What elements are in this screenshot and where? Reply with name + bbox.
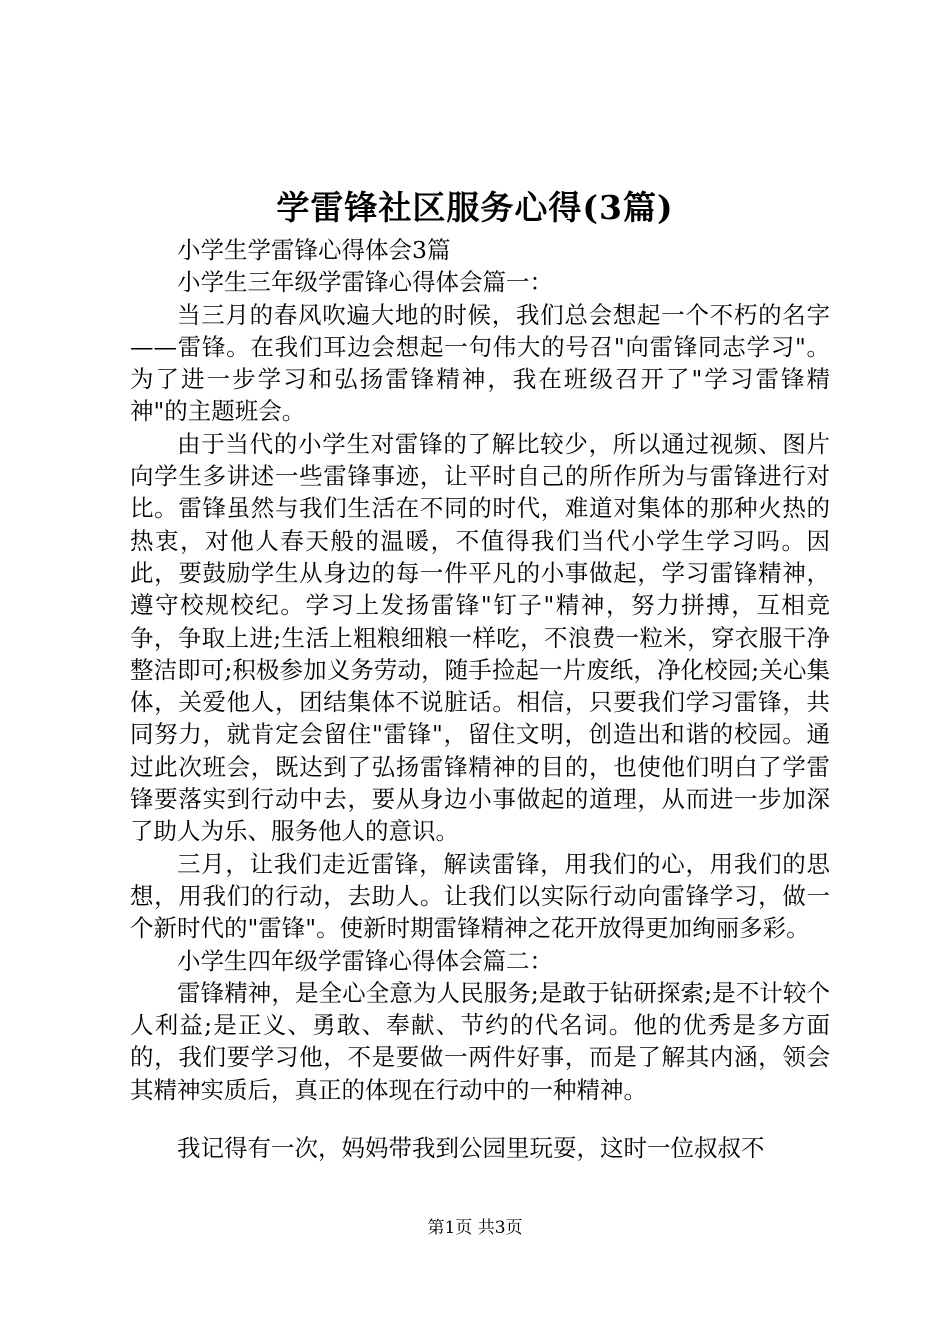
document-title: 学雷锋社区服务心得(3篇) xyxy=(276,188,674,227)
paragraph: 当三月的春风吹遍大地的时候，我们总会想起一个不朽的名字——雷锋。在我们耳边会想起一句伟大的号召"向雷锋同志学习"。为了进一步学习和弘扬雷锋精神，我在班级召开了"学习雷锋精神"的主题班会。 xyxy=(130,300,830,426)
paragraph-subtitle: 小学生学雷锋心得体会3篇 xyxy=(177,236,451,264)
paragraph-heading-two: 小学生四年级学雷锋心得体会篇二： xyxy=(177,946,553,975)
paragraph: 我记得有一次，妈妈带我到公园里玩耍，这时一位叔叔不 xyxy=(177,1134,765,1163)
paragraph-heading-one: 小学生三年级学雷锋心得体会篇一： xyxy=(177,268,553,297)
paragraph: 由于当代的小学生对雷锋的了解比较少，所以通过视频、图片向学生多讲述一些雷锋事迹，让平时自己的所作所为与雷锋进行对比。雷锋虽然与我们生活在不同的时代，难道对集体的那种火热的热衷，对他人春天般的温暖，不值得我们当代小学生学习吗。因此，要鼓励学生从身边的每一件平凡的小事做起，学习雷锋精神，遵守校规校纪。学习上发扬雷锋"钉子"精神，努力拼搏，互相竞争，争取上进;生活上粗粮细粮一样吃，不浪费一粒米，穿衣服干净整洁即可;积极参加义务劳动，随手捡起一片废纸，净化校园;关心集体，关爱他人，团结集体不说脏话。相信，只要我们学习雷锋，共同努力，就肯定会留住"雷锋"，留住文明，创造出和谐的校园。通过此次班会，既达到了弘扬雷锋精神的目的，也使他们明白了学雷锋要落实到行动中去，要从身边小事做起的道理，从而进一步加深了助人为乐、服务他人的意识。 xyxy=(130,429,830,846)
document-body xyxy=(130,234,830,1164)
page-footer: 第1页 共3页 xyxy=(427,1218,523,1238)
paragraph: 三月，让我们走近雷锋，解读雷锋，用我们的心，用我们的思想，用我们的行动，去助人。让我们以实际行动向雷锋学习，做一个新时代的"雷锋"。使新时期雷锋精神之花开放得更加绚丽多彩。 xyxy=(130,849,830,943)
paragraph: 雷锋精神，是全心全意为人民服务;是敢于钻研探索;是不计较个人利益;是正义、勇敢、奉献、节约的代名词。他的优秀是多方面的，我们要学习他，不是要做一两件好事，而是了解其内涵，领会其精神实质后，真正的体现在行动中的一种精神。 xyxy=(130,978,830,1104)
